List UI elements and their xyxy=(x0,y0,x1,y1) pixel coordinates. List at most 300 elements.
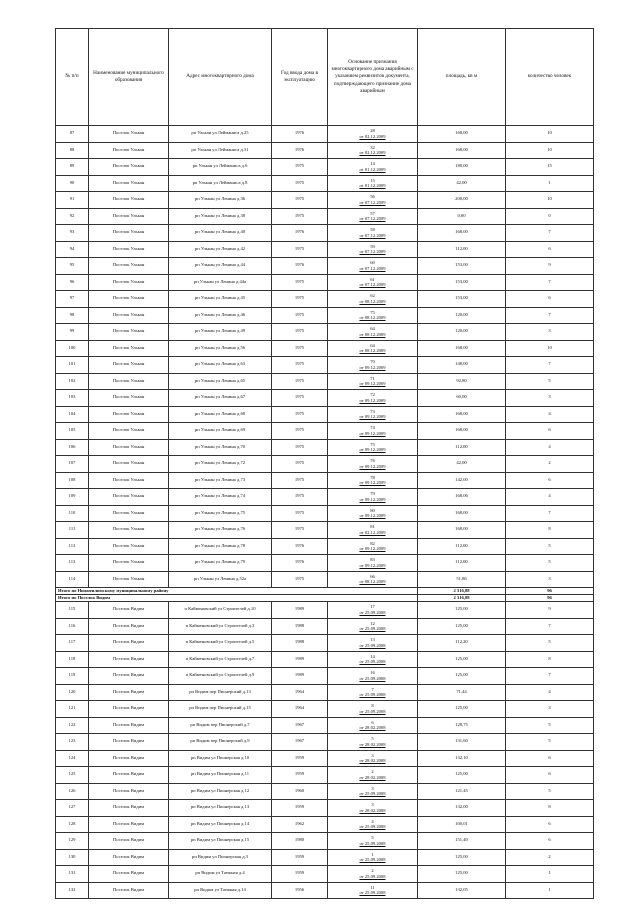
cell-num: 112 xyxy=(56,538,89,555)
basis-doc-number: 3 xyxy=(371,785,374,791)
cell-municipality: Поселок Видим xyxy=(89,866,169,883)
table-row xyxy=(56,489,594,506)
basis-doc-date: от 02.12.2009 xyxy=(359,133,386,139)
basis-doc-number: 3 xyxy=(371,802,374,808)
cell-basis xyxy=(328,175,418,192)
cell-address: п Кайменовский ул Строителей д.9 xyxy=(169,668,272,685)
cell-address: рп Улькан ул Ленина д.45 xyxy=(169,291,272,308)
cell-basis xyxy=(328,882,418,899)
cell-municipality: Поселок Улькан xyxy=(89,192,169,209)
cell-num: 95 xyxy=(56,258,89,275)
cell-municipality: Поселок Улькан xyxy=(89,258,169,275)
cell-year: 1967 xyxy=(272,717,328,734)
table-row xyxy=(56,522,594,539)
cell-basis xyxy=(328,717,418,734)
cell-basis xyxy=(328,373,418,390)
cell-basis xyxy=(328,439,418,456)
cell-address: рп Улькан ул Ленина д.75 xyxy=(169,505,272,522)
cell-people: 3 xyxy=(506,571,594,588)
cell-address: рп Видим ул Пионерская д.12 xyxy=(169,783,272,800)
cell-municipality: Поселок Видим xyxy=(89,635,169,652)
cell-area: 168,00 xyxy=(418,505,506,522)
basis-doc-number: 57 xyxy=(370,210,375,216)
basis-doc-number: 60 xyxy=(370,260,375,266)
cell-municipality: Поселок Улькан xyxy=(89,324,169,341)
cell-people: 1 xyxy=(506,175,594,192)
cell-year: 1964 xyxy=(272,701,328,718)
cell-municipality: Поселок Улькан xyxy=(89,225,169,242)
cell-municipality: Поселок Улькан xyxy=(89,439,169,456)
cell-municipality: Поселок Улькан xyxy=(89,241,169,258)
cell-year: 1959 xyxy=(272,800,328,817)
cell-address: рп Улькан ул Лейманиса д.8 xyxy=(169,175,272,192)
basis-doc-number: 1 xyxy=(371,851,374,857)
basis-doc-date: от 08.12.2009 xyxy=(359,348,386,354)
table-row xyxy=(56,340,594,357)
cell-num: 99 xyxy=(56,324,89,341)
cell-year: 1975 xyxy=(272,472,328,489)
basis-doc-date: от 07.12.2009 xyxy=(359,282,386,288)
cell-year: 1967 xyxy=(272,734,328,751)
total-row-district xyxy=(56,588,594,595)
cell-address: рп Улькан ул Ленина д.44а xyxy=(169,274,272,291)
basis-doc-date: от 28.02.2008 xyxy=(359,807,386,813)
cell-people: 4 xyxy=(506,406,594,423)
cell-year: 1975 xyxy=(272,423,328,440)
cell-area: 125,00 xyxy=(418,618,506,635)
total-people: 96 xyxy=(506,588,594,595)
cell-municipality: Поселок Улькан xyxy=(89,406,169,423)
basis-doc-number: 14 xyxy=(370,161,375,167)
cell-people: 3 xyxy=(506,701,594,718)
basis-doc-date: от 09.12.2009 xyxy=(359,480,386,486)
cell-area: 128,75 xyxy=(418,717,506,734)
cell-address: п Кайменовский ул Строителей д.7 xyxy=(169,651,272,668)
cell-basis xyxy=(328,307,418,324)
cell-address: п Кайменовский ул Строителей д.3 xyxy=(169,618,272,635)
cell-num: 96 xyxy=(56,274,89,291)
basis-doc-date: от 25.09.2008 xyxy=(359,873,386,879)
cell-municipality: Поселок Видим xyxy=(89,833,169,850)
cell-num: 90 xyxy=(56,175,89,192)
cell-municipality: Поселок Видим xyxy=(89,618,169,635)
basis-doc-number: 32 xyxy=(370,144,375,150)
basis-doc-date: от 08.12.2009 xyxy=(359,331,386,337)
table-row xyxy=(56,618,594,635)
basis-doc-number: 5 xyxy=(371,835,374,841)
total-label: Итого по Поселок Видим xyxy=(56,595,418,602)
col-num-header: № п/п xyxy=(56,29,89,126)
table-row xyxy=(56,783,594,800)
cell-basis xyxy=(328,324,418,341)
cell-people: 10 xyxy=(506,192,594,209)
cell-address: рп Видим ул Пионерская д.14 xyxy=(169,816,272,833)
basis-doc-date: от 09.12.2009 xyxy=(359,546,386,552)
basis-doc-number: 2 xyxy=(371,769,374,775)
cell-address: рп Улькан ул Ленина д.44 xyxy=(169,258,272,275)
cell-people: 2 xyxy=(506,849,594,866)
cell-num: 88 xyxy=(56,142,89,159)
cell-address: рп Видим пер Пионерский д.13 xyxy=(169,684,272,701)
basis-doc-date: от 09.12.2009 xyxy=(359,513,386,519)
cell-year: 1989 xyxy=(272,651,328,668)
cell-address: рп Улькан ул Ленина д.73 xyxy=(169,472,272,489)
cell-num: 100 xyxy=(56,340,89,357)
cell-area: 180,00 xyxy=(418,159,506,176)
cell-address: рп Видим ул Таежная д.14 xyxy=(169,882,272,899)
basis-doc-number: 58 xyxy=(370,227,375,233)
cell-address: рп Улькан ул Ленина д.78 xyxy=(169,538,272,555)
basis-doc-date: от 28.02.2008 xyxy=(359,741,386,747)
basis-doc-date: от 09.12.2009 xyxy=(359,381,386,387)
cell-num: 110 xyxy=(56,505,89,522)
cell-people: 8 xyxy=(506,522,594,539)
cell-basis xyxy=(328,291,418,308)
cell-basis xyxy=(328,833,418,850)
cell-municipality: Поселок Улькан xyxy=(89,538,169,555)
basis-doc-date: от 25.09.2008 xyxy=(359,626,386,632)
table-header-row xyxy=(56,29,594,126)
cell-address: рп Видим пер Пионерский д.15 xyxy=(169,701,272,718)
cell-people: 3 xyxy=(506,324,594,341)
total-area: 2 316,88 xyxy=(418,595,506,602)
cell-num: 120 xyxy=(56,684,89,701)
cell-address: рп Улькан ул Ленина д.74 xyxy=(169,489,272,506)
cell-area: 0,00 xyxy=(418,208,506,225)
basis-doc-number: 59 xyxy=(370,243,375,249)
cell-basis xyxy=(328,538,418,555)
basis-doc-date: от 28.02.2008 xyxy=(359,758,386,764)
cell-address: рп Улькан ул Ленина д.72 xyxy=(169,456,272,473)
table-body-vidim xyxy=(56,602,594,899)
cell-address: рп Улькан ул Ленина д.49 xyxy=(169,324,272,341)
basis-doc-number: 80 xyxy=(370,507,375,513)
cell-people: 7 xyxy=(506,505,594,522)
cell-basis xyxy=(328,505,418,522)
cell-people: 5 xyxy=(506,734,594,751)
table-body-ulkan xyxy=(56,126,594,588)
cell-area: 120,00 xyxy=(418,307,506,324)
basis-doc-number: 64 xyxy=(370,326,375,332)
basis-doc-number: 15 xyxy=(370,177,375,183)
basis-doc-date: от 07.12.2009 xyxy=(359,249,386,255)
cell-year: 1975 xyxy=(272,291,328,308)
table-totals xyxy=(56,588,594,602)
cell-num: 104 xyxy=(56,406,89,423)
cell-people: 15 xyxy=(506,159,594,176)
cell-people: 10 xyxy=(506,126,594,143)
basis-doc-number: 2 xyxy=(371,868,374,874)
cell-year: 1975 xyxy=(272,522,328,539)
cell-municipality: Поселок Улькан xyxy=(89,159,169,176)
cell-basis xyxy=(328,866,418,883)
cell-people: 10 xyxy=(506,142,594,159)
table-row xyxy=(56,142,594,159)
cell-people: 2 xyxy=(506,456,594,473)
table-row xyxy=(56,126,594,143)
cell-address: рп Видим пер Пионерский д.7 xyxy=(169,717,272,734)
cell-area: 131,60 xyxy=(418,734,506,751)
cell-basis xyxy=(328,783,418,800)
cell-address: рп Улькан ул Лейманиса д.25 xyxy=(169,126,272,143)
cell-people: 4 xyxy=(506,489,594,506)
cell-people: 5 xyxy=(506,555,594,572)
cell-municipality: Поселок Видим xyxy=(89,783,169,800)
basis-doc-number: 61 xyxy=(370,276,375,282)
cell-area: 125,00 xyxy=(418,849,506,866)
cell-basis xyxy=(328,192,418,209)
cell-municipality: Поселок Улькан xyxy=(89,126,169,143)
cell-basis xyxy=(328,159,418,176)
total-people: 96 xyxy=(506,595,594,602)
basis-doc-number: 73 xyxy=(370,408,375,414)
cell-num: 132 xyxy=(56,882,89,899)
cell-year: 1975 xyxy=(272,505,328,522)
cell-basis xyxy=(328,142,418,159)
table-row xyxy=(56,602,594,619)
cell-address: рп Видим ул Пионерская д.3 xyxy=(169,849,272,866)
cell-address: п Кайменовский ул Строителей д.5 xyxy=(169,635,272,652)
cell-num: 97 xyxy=(56,291,89,308)
cell-people: 5 xyxy=(506,783,594,800)
cell-area: 148,00 xyxy=(418,357,506,374)
cell-num: 109 xyxy=(56,489,89,506)
cell-num: 123 xyxy=(56,734,89,751)
table-row xyxy=(56,324,594,341)
cell-num: 122 xyxy=(56,717,89,734)
cell-year: 1975 xyxy=(272,241,328,258)
cell-address: рп Улькан ул Ленина д.52а xyxy=(169,571,272,588)
cell-num: 114 xyxy=(56,571,89,588)
cell-municipality: Поселок Видим xyxy=(89,668,169,685)
cell-year: 1959 xyxy=(272,767,328,784)
basis-doc-date: от 25.09.2008 xyxy=(359,675,386,681)
table-row xyxy=(56,175,594,192)
basis-doc-number: 75 xyxy=(370,441,375,447)
cell-num: 117 xyxy=(56,635,89,652)
cell-num: 118 xyxy=(56,651,89,668)
cell-address: рп Улькан ул Ленина д.36 xyxy=(169,192,272,209)
cell-address: рп Видим ул Таежная д.4 xyxy=(169,866,272,883)
table-row xyxy=(56,701,594,718)
cell-area: 142,00 xyxy=(418,472,506,489)
cell-year: 1975 xyxy=(272,390,328,407)
cell-people: 7 xyxy=(506,307,594,324)
basis-doc-date: от 25.09.2008 xyxy=(359,609,386,615)
cell-people: 6 xyxy=(506,291,594,308)
cell-area: 71,44 xyxy=(418,684,506,701)
cell-num: 111 xyxy=(56,522,89,539)
cell-area: 92,80 xyxy=(418,373,506,390)
cell-area: 100,01 xyxy=(418,816,506,833)
cell-year: 1975 xyxy=(272,357,328,374)
cell-num: 89 xyxy=(56,159,89,176)
cell-address: рп Улькан ул Ленина д.63 xyxy=(169,357,272,374)
cell-basis xyxy=(328,126,418,143)
basis-doc-number: 64 xyxy=(370,342,375,348)
table-row xyxy=(56,208,594,225)
cell-address: рп Видим пер Пионерский д.9 xyxy=(169,734,272,751)
basis-doc-date: от 09.12.2009 xyxy=(359,447,386,453)
cell-basis xyxy=(328,849,418,866)
cell-basis xyxy=(328,258,418,275)
cell-people: 3 xyxy=(506,390,594,407)
basis-doc-date: от 02.12.2009 xyxy=(359,150,386,156)
table-row xyxy=(56,750,594,767)
basis-doc-date: от 25.09.2008 xyxy=(359,857,386,863)
cell-year: 1975 xyxy=(272,324,328,341)
cell-basis xyxy=(328,816,418,833)
table-row xyxy=(56,472,594,489)
cell-address: рп Видим ул Пионерская д.11 xyxy=(169,767,272,784)
basis-doc-date: от 28.02.2008 xyxy=(359,725,386,731)
basis-doc-date: от 09.12.2009 xyxy=(359,430,386,436)
table-row xyxy=(56,505,594,522)
cell-municipality: Поселок Улькан xyxy=(89,555,169,572)
cell-year: 1976 xyxy=(272,538,328,555)
table-row xyxy=(56,717,594,734)
col-municipality-header: Наименование муниципального образования xyxy=(89,29,169,126)
cell-people: 8 xyxy=(506,651,594,668)
basis-doc-number: 28 xyxy=(370,128,375,134)
cell-area: 153,00 xyxy=(418,291,506,308)
cell-municipality: Поселок Видим xyxy=(89,684,169,701)
cell-year: 1975 xyxy=(272,159,328,176)
table-row xyxy=(56,635,594,652)
cell-basis xyxy=(328,390,418,407)
cell-municipality: Поселок Видим xyxy=(89,767,169,784)
basis-doc-number: 76 xyxy=(370,458,375,464)
basis-doc-date: от 02.12.2009 xyxy=(359,529,386,535)
cell-people: 0 xyxy=(506,208,594,225)
cell-municipality: Поселок Улькан xyxy=(89,390,169,407)
cell-num: 115 xyxy=(56,602,89,619)
cell-people: 4 xyxy=(506,439,594,456)
basis-doc-number: 16 xyxy=(370,670,375,676)
cell-area: 42,00 xyxy=(418,175,506,192)
table-row xyxy=(56,241,594,258)
cell-basis xyxy=(328,618,418,635)
cell-year: 1975 xyxy=(272,340,328,357)
cell-address: рп Улькан ул Ленина д.38 xyxy=(169,208,272,225)
cell-area: 60,00 xyxy=(418,390,506,407)
cell-people: 1 xyxy=(506,866,594,883)
total-area: 2 316,88 xyxy=(418,588,506,595)
cell-address: рп Улькан ул Ленина д.40 xyxy=(169,225,272,242)
basis-doc-date: от 09.12.2009 xyxy=(359,496,386,502)
table-row xyxy=(56,800,594,817)
basis-doc-number: 17 xyxy=(370,604,375,610)
cell-num: 91 xyxy=(56,192,89,209)
cell-area: 168,06 xyxy=(418,489,506,506)
basis-doc-date: от 08.12.2009 xyxy=(359,298,386,304)
cell-num: 101 xyxy=(56,357,89,374)
cell-area: 112,00 xyxy=(418,538,506,555)
cell-area: 112,00 xyxy=(418,555,506,572)
cell-municipality: Поселок Улькан xyxy=(89,357,169,374)
cell-area: 153,00 xyxy=(418,274,506,291)
cell-people: 4 xyxy=(506,684,594,701)
cell-basis xyxy=(328,651,418,668)
cell-year: 1962 xyxy=(272,816,328,833)
cell-basis xyxy=(328,734,418,751)
basis-doc-date: от 25.09.2008 xyxy=(359,791,386,797)
basis-doc-number: 72 xyxy=(370,392,375,398)
cell-people: 1 xyxy=(506,882,594,899)
table-row xyxy=(56,849,594,866)
basis-doc-number: 78 xyxy=(370,474,375,480)
cell-address: рп Улькан ул Ленина д.68 xyxy=(169,406,272,423)
basis-doc-date: от 08.12.2009 xyxy=(359,579,386,585)
cell-num: 127 xyxy=(56,800,89,817)
cell-people: 6 xyxy=(506,767,594,784)
cell-people: 9 xyxy=(506,258,594,275)
cell-area: 153,00 xyxy=(418,258,506,275)
table-row xyxy=(56,866,594,883)
cell-num: 119 xyxy=(56,668,89,685)
cell-year: 1959 xyxy=(272,866,328,883)
cell-municipality: Поселок Улькан xyxy=(89,571,169,588)
table-row xyxy=(56,373,594,390)
basis-doc-date: от 07.12.2009 xyxy=(359,216,386,222)
cell-num: 103 xyxy=(56,390,89,407)
cell-year: 1989 xyxy=(272,668,328,685)
cell-people: 6 xyxy=(506,472,594,489)
cell-basis xyxy=(328,340,418,357)
cell-people: 7 xyxy=(506,225,594,242)
cell-num: 126 xyxy=(56,783,89,800)
col-year-header: Год ввода дома в эксплуатацию xyxy=(272,29,328,126)
basis-doc-number: 6 xyxy=(371,719,374,725)
cell-address: рп Улькан ул Ленина д.76 xyxy=(169,522,272,539)
cell-num: 105 xyxy=(56,423,89,440)
cell-address: рп Улькан ул Лейманиса д.6 xyxy=(169,159,272,176)
cell-year: 1976 xyxy=(272,142,328,159)
cell-num: 107 xyxy=(56,456,89,473)
table-row xyxy=(56,538,594,555)
cell-num: 129 xyxy=(56,833,89,850)
cell-area: 168,00 xyxy=(418,126,506,143)
cell-year: 1988 xyxy=(272,635,328,652)
cell-year: 1975 xyxy=(272,439,328,456)
table-row xyxy=(56,357,594,374)
cell-address: п Кайменовский ул Строителей д.10 xyxy=(169,602,272,619)
cell-year: 1975 xyxy=(272,175,328,192)
cell-num: 108 xyxy=(56,472,89,489)
cell-address: рп Улькан ул Ленина д.79 xyxy=(169,555,272,572)
cell-basis xyxy=(328,684,418,701)
cell-basis xyxy=(328,423,418,440)
cell-num: 131 xyxy=(56,866,89,883)
cell-municipality: Поселок Видим xyxy=(89,734,169,751)
cell-year: 1959 xyxy=(272,750,328,767)
cell-year: 1975 xyxy=(272,489,328,506)
basis-doc-number: 82 xyxy=(370,540,375,546)
basis-doc-number: 56 xyxy=(370,194,375,200)
cell-num: 128 xyxy=(56,816,89,833)
cell-area: 132,05 xyxy=(418,882,506,899)
table-row xyxy=(56,734,594,751)
table-row xyxy=(56,406,594,423)
cell-basis xyxy=(328,750,418,767)
basis-doc-number: 74 xyxy=(370,425,375,431)
cell-area: 51,86 xyxy=(418,571,506,588)
cell-year: 1975 xyxy=(272,208,328,225)
table-row xyxy=(56,651,594,668)
cell-address: рп Видим ул Пионерская д.13 xyxy=(169,800,272,817)
cell-year: 1980 xyxy=(272,833,328,850)
cell-year: 1976 xyxy=(272,555,328,572)
